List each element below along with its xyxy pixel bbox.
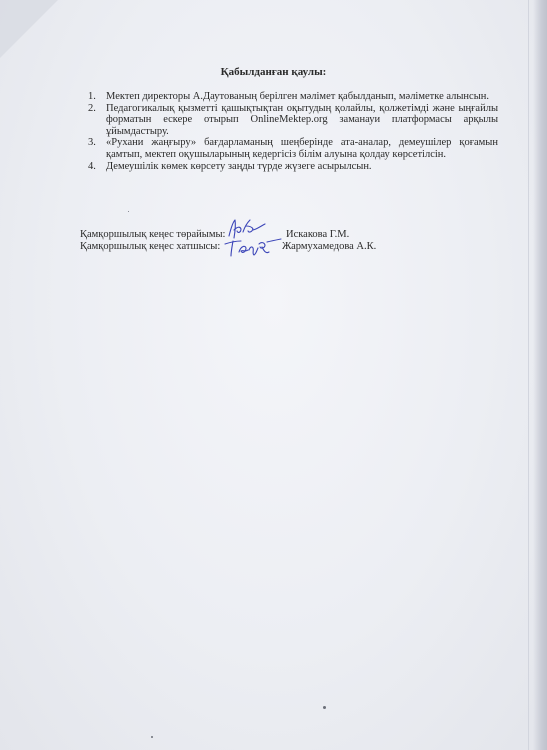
secretary-signature-stroke [267, 239, 281, 242]
resolution-number: 2. [88, 102, 96, 114]
secretary-signature-stroke [249, 247, 258, 255]
resolution-list [80, 91, 498, 172]
resolution-item [80, 161, 498, 173]
secretary-name: Жармухамедова А.К. [282, 241, 377, 252]
resolution-text: Демеушілік көмек көрсету заңды түрде жүзеге асырылсын. [106, 160, 372, 172]
page-edge-line [528, 0, 529, 750]
handwritten-signatures [219, 214, 291, 262]
secretary-role-label: Қамқоршылық кеңес хатшысы: [80, 241, 221, 252]
chair-role-label: Қамқоршылық кеңес төрайымы: [80, 229, 226, 240]
page-edge-shadow [533, 0, 547, 750]
secretary-signature-stroke [259, 243, 269, 253]
resolution-item [80, 91, 498, 103]
folded-corner-shadow [0, 0, 58, 58]
chair-signature-stroke [243, 220, 253, 232]
resolution-heading: Қабылданған қаулы: [220, 66, 327, 78]
resolution-text: «Рухани жаңғыру» бағдарламаның шеңберінде ата-аналар, демеушілер қоғамын қамтып, мектеп оқушыларының кедергісіз білім алуына қолдау көрсетілсін. [106, 137, 498, 160]
resolution-number: 1. [88, 91, 96, 102]
resolution-number: 3. [88, 137, 96, 149]
secretary-signature-stroke [225, 241, 241, 256]
chair-name: Искакова Г.М. [286, 229, 350, 240]
resolution-item [80, 137, 498, 160]
resolution-text: Педагогикалық қызметті қашықтықтан оқытудың қолайлы, қолжетімді және ыңғайлы форматын ескере отырып OnlineMektep.org заманауи платформасы арқылы ұйымдастыру. [106, 102, 498, 137]
secretary-signature-stroke [239, 246, 248, 252]
scan-speck [323, 706, 326, 709]
resolution-text: Мектеп директоры А.Даутованың берілген мәлімет қабылданып, мәліметке алынсын. [106, 91, 489, 102]
resolution-number: 4. [88, 160, 96, 172]
resolution-item [80, 103, 498, 138]
scan-speck [151, 736, 153, 738]
scan-speck [128, 211, 129, 212]
chair-signature-stroke [253, 224, 265, 230]
